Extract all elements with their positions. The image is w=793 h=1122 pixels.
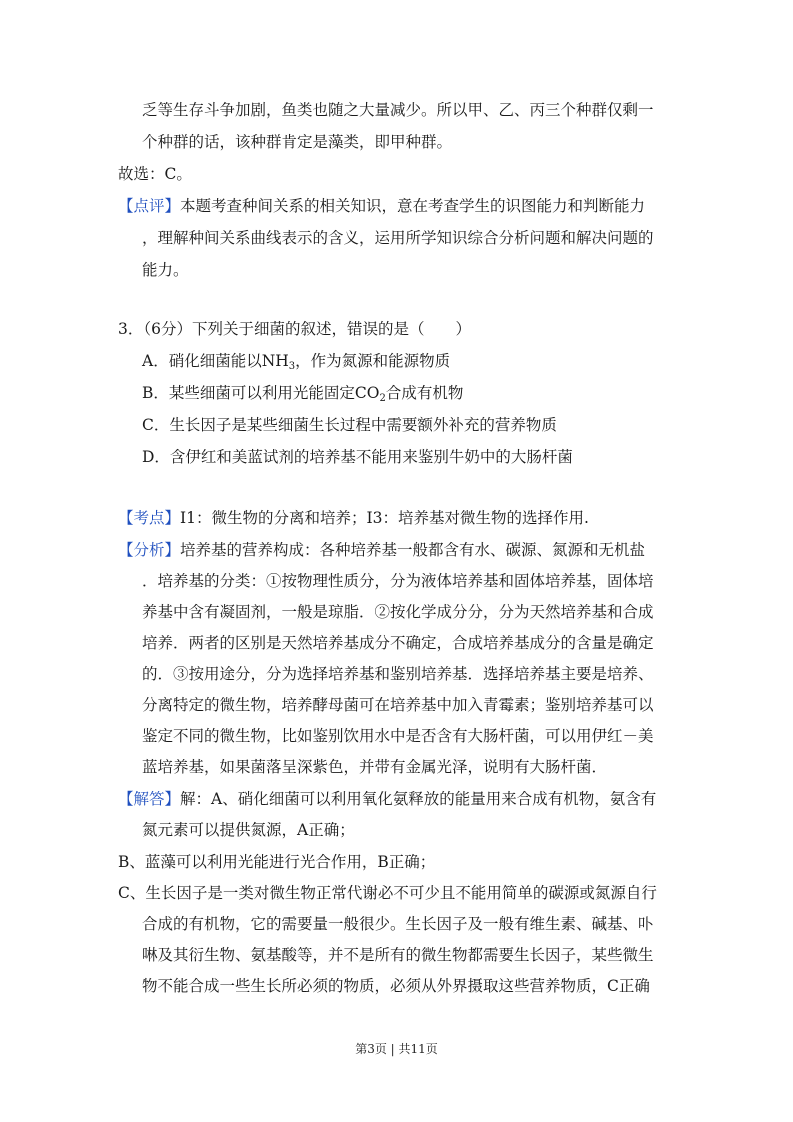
fenxi-line-8: 蓝培养基，如果菌落呈深紫色，并带有金属光泽，说明有大肠杆菌． [142, 758, 608, 776]
jieda-line-1 [118, 788, 656, 810]
option-d: D．含伊红和美蓝试剂的培养基不能用来鉴别牛奶中的大肠杆菌 [142, 448, 573, 466]
option-b-sub: 2 [379, 393, 386, 404]
option-b-post: 合成有机物 [385, 384, 464, 402]
jieda-text-1: 解：A、硝化细菌可以利用氧化氨释放的能量用来合成有机物，氨含有 [180, 790, 657, 808]
pingjia-text-1: 本题考查种间关系的相关知识，意在考查学生的识图能力和判断能力 [180, 197, 646, 215]
jieda-line-3: B、蓝藻可以利用光能进行光合作用，B正确； [118, 853, 436, 871]
option-a-pre: A．硝化细菌能以NH [142, 352, 289, 370]
option-a-sub: 3 [288, 361, 296, 372]
prev-line-1: 乏等生存斗争加剧，鱼类也随之大量减少。所以甲、乙、丙三个种群仅剩一 [142, 101, 654, 119]
fenxi-line-7: 鉴定不同的微生物，比如鉴别饮用水中是否含有大肠杆菌，可以用伊红－美 [142, 727, 654, 745]
fenxi-text-1: 培养基的营养构成：各种培养基一般都含有水、碳源、氮源和无机盐 [180, 541, 646, 559]
kaodian-tag: 【考点】 [118, 509, 181, 527]
fenxi-line-3: 养基中含有凝固剂，一般是琼脂．②按化学成分分，分为天然培养基和合成 [142, 603, 654, 621]
option-a [142, 350, 450, 372]
fenxi-line-4: 培养．两者的区别是天然培养基成分不确定，合成培养基成分的含量是确定 [142, 634, 654, 652]
kaodian-line [118, 507, 589, 529]
fenxi-line-5: 的．③按用途分，分为选择培养基和鉴别培养基．选择培养基主要是培养、 [142, 665, 654, 683]
kaodian-text: I1：微生物的分离和培养；I3：培养基对微生物的选择作用. [180, 509, 589, 527]
option-c: C．生长因子是某些细菌生长过程中需要额外补充的营养物质 [142, 416, 557, 434]
page-footer: 第3页 | 共11页 [355, 1042, 438, 1056]
option-b-pre: B．某些细菌可以利用光能固定CO [142, 384, 380, 402]
option-b [142, 382, 463, 404]
prev-line-2: 个种群的话，该种群肯定是藻类，即甲种群。 [142, 133, 453, 151]
pingjia-line-2: ，理解种间关系曲线表示的含义，运用所学知识综合分析问题和解决问题的 [142, 229, 654, 247]
fenxi-line-2: ．培养基的分类：①按物理性质分，分为液体培养基和固体培养基，固体培 [142, 572, 654, 590]
jieda-line-4: C、生长因子是一类对微生物正常代谢必不可少且不能用简单的碳源或氮源自行 [118, 884, 657, 902]
option-a-post: ，作为氮源和能源物质 [295, 352, 451, 370]
pingjia-line-3: 能力。 [142, 261, 189, 279]
fenxi-line-1 [118, 539, 645, 561]
pingjia-tag: 【点评】 [118, 197, 181, 215]
jieda-line-7: 物不能合成一些生长所必须的物质，必须从外界摄取这些营养物质，C正确 [142, 977, 650, 995]
question-stem: 3．（6分）下列关于细菌的叙述，错误的是（ ） [118, 320, 471, 338]
jieda-line-5: 合成的有机物，它的需要量一般很少。生长因子及一般有维生素、碱基、卟 [142, 915, 654, 933]
fenxi-line-6: 分离特定的微生物，培养酵母菌可在培养基中加入青霉素；鉴别培养基可以 [142, 696, 654, 714]
prev-answer: 故选：C。 [118, 165, 192, 183]
jieda-line-6: 啉及其衍生物、氨基酸等，并不是所有的微生物都需要生长因子，某些微生 [142, 946, 654, 964]
fenxi-tag: 【分析】 [118, 541, 181, 559]
jieda-tag: 【解答】 [118, 790, 181, 808]
jieda-line-2: 氮元素可以提供氮源，A正确； [142, 821, 355, 839]
pingjia-line-1 [118, 195, 645, 217]
